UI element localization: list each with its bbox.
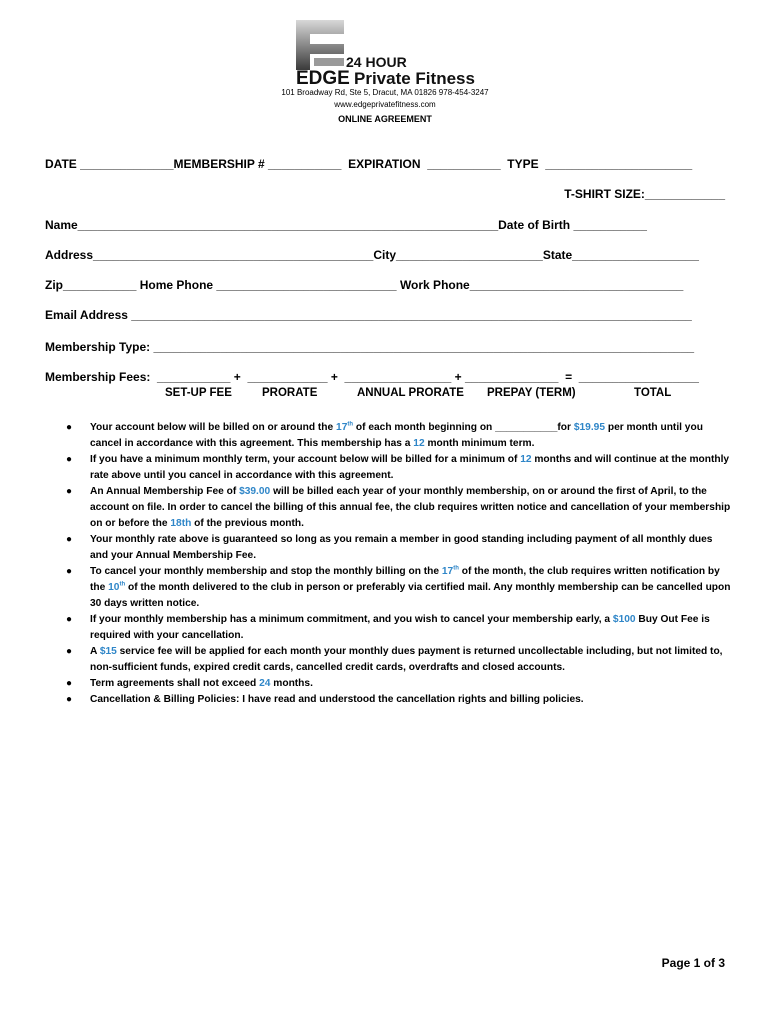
fee-label-prorate: PRORATE (262, 387, 318, 399)
list-item: ● A $15 service fee will be applied for each month your monthly dues payment is returned uncollectable including, but not limited to, non-sufficient funds, expired credit cards, cancelled credit cards, overdrafts and closed accounts. (66, 646, 723, 673)
membership-type-row: Membership Type: _________________________________________________________________________________ (45, 340, 695, 354)
list-item: ● Your account below will be billed on or around the 17th of each month beginning on ___________for $19.95 per month until you cancel in accordance with this agreement. This membership has a 12 month minimum term. (66, 421, 703, 449)
email-row: Email Address ____________________________________________________________________________________ (45, 308, 692, 322)
name-dob-row: Name_______________________________________________________________Date of Birth ___________ (45, 218, 647, 232)
list-item: ● If your monthly membership has a minimum commitment, and you wish to cancel your membership early, a $100 Buy Out Fee is required with your cancellation. (66, 614, 710, 641)
tshirt-size-field: T-SHIRT SIZE:____________ (564, 187, 725, 201)
page-title: ONLINE AGREEMENT (338, 114, 432, 124)
list-item: ● An Annual Membership Fee of $39.00 will be billed each year of your monthly membership, on or around the first of April, to the account on file. In order to cancel the billing of this annual fee, the club requires written notice and cancellation of your membership on or before the 18th of the previous month. (66, 486, 731, 529)
form-row-date-membership: DATE ______________MEMBERSHIP # ___________ EXPIRATION ___________ TYPE ______________________ (45, 157, 693, 171)
fee-label-setup: SET-UP FEE (165, 387, 232, 399)
fee-label-prepay: PREPAY (TERM) (487, 387, 576, 399)
list-item: ● Your monthly rate above is guaranteed so long as you remain a member in good standing including payment of all monthly dues and your Annual Membership Fee. (66, 534, 713, 561)
page-number: Page 1 of 3 (661, 956, 725, 970)
list-item: ● Term agreements shall not exceed 24 months. (66, 678, 313, 689)
address-row: Address__________________________________________City______________________State___________________ (45, 248, 699, 262)
membership-fees-row: Membership Fees: ___________ + ____________ + ________________ + ______________ = __________________ (45, 370, 699, 384)
phone-row: Zip___________ Home Phone ___________________________ Work Phone________________________________ (45, 278, 684, 292)
list-item: ● Cancellation & Billing Policies: I have read and understood the cancellation rights and billing policies. (66, 694, 584, 705)
club-website: www.edgeprivatefitness.com (334, 100, 436, 109)
list-item: ● To cancel your monthly membership and stop the monthly billing on the 17th of the month, the club requires written notification by the 10th of the month delivered to the club in person or preferably via certified mail. Any monthly membership can be cancelled upon 30 days written notice. (66, 565, 731, 609)
list-item: ● If you have a minimum monthly term, your account below will be billed for a minimum of 12 months and will continue at the monthly rate above until you cancel in accordance with this agreement. (66, 454, 730, 481)
logo-brand: EDGE (296, 68, 350, 89)
logo-rest: Private Fitness (354, 69, 475, 88)
club-address: 101 Broadway Rd, Ste 5, Dracut, MA 01826 978-454-3247 (281, 88, 489, 97)
fee-label-annual-prorate: ANNUAL PRORATE (357, 387, 464, 399)
terms-list (66, 420, 731, 708)
fee-label-total: TOTAL (634, 387, 672, 399)
edge-fitness-logo (296, 20, 486, 90)
logo-line1: 24 HOUR (346, 54, 407, 70)
